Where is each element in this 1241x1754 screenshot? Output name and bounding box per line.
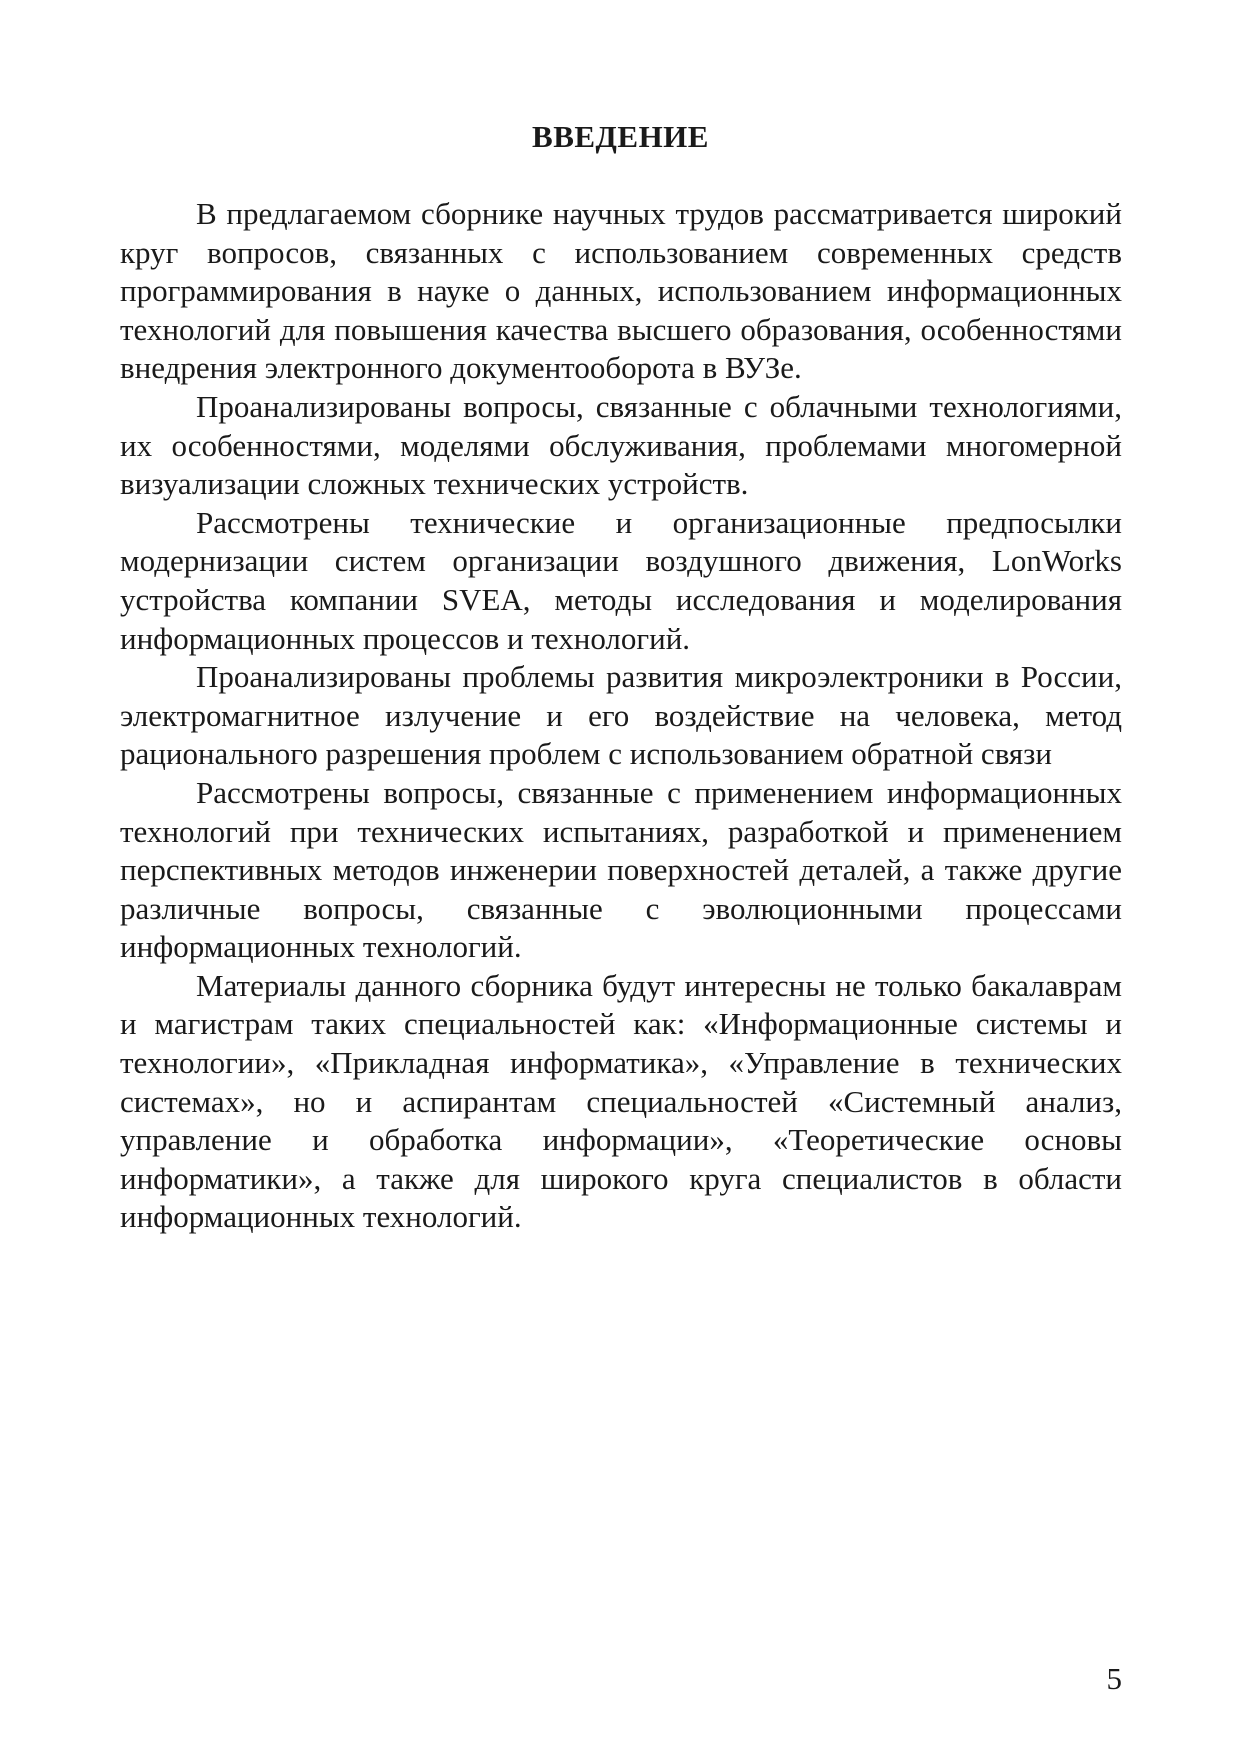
page-number: 5 bbox=[1106, 1661, 1122, 1696]
paragraph-cloud: Проанализированы вопросы, связанные с облачными технологиями, их особенностями, моделями обслуживания, проблемами многомерной визуализации сложных технических устройств. bbox=[120, 388, 1122, 502]
body-text bbox=[120, 195, 1122, 1237]
paragraph-testing: Рассмотрены вопросы, связанные с применением информационных технологий при технических испытаниях, разработкой и применением перспективных методов инженерии поверхностей деталей, а также другие различные вопросы, связанные с эволюционными процессами информационных технологий. bbox=[120, 774, 1122, 965]
paragraph-air-traffic: Рассмотрены технические и организационные предпосылки модернизации систем организации воздушного движения, LonWorks устройства компании SVEA, методы исследования и моделирования информационных процессов и технологий. bbox=[120, 504, 1122, 656]
paragraph-microelectronics: Проанализированы проблемы развития микроэлектроники в России, электромагнитное излучение и его воздействие на человека, метод рационального разрешения проблем с использованием обратной связи bbox=[120, 659, 1122, 772]
paragraph-audience: Материалы данного сборника будут интересны не только бакалаврам и магистрам таких специальностей как: «Информационные системы и технологии», «Прикладная информатика», «Управление в технических системах», но и аспирантам специальностей «Системный анализ, управление и обработка информации», «Теоретические основы информатики», а также для широкого круга специалистов в области информационных технологий. bbox=[120, 967, 1122, 1235]
page-title: ВВЕДЕНИЕ bbox=[532, 119, 709, 154]
paragraph-intro: В предлагаемом сборнике научных трудов рассматривается широкий круг вопросов, связанных с использованием современных средств программирования в науке о данных, использованием информационных технологий для повышения качества высшего образования, особенностями внедрения электронного документооборота в ВУЗе. bbox=[120, 196, 1122, 386]
